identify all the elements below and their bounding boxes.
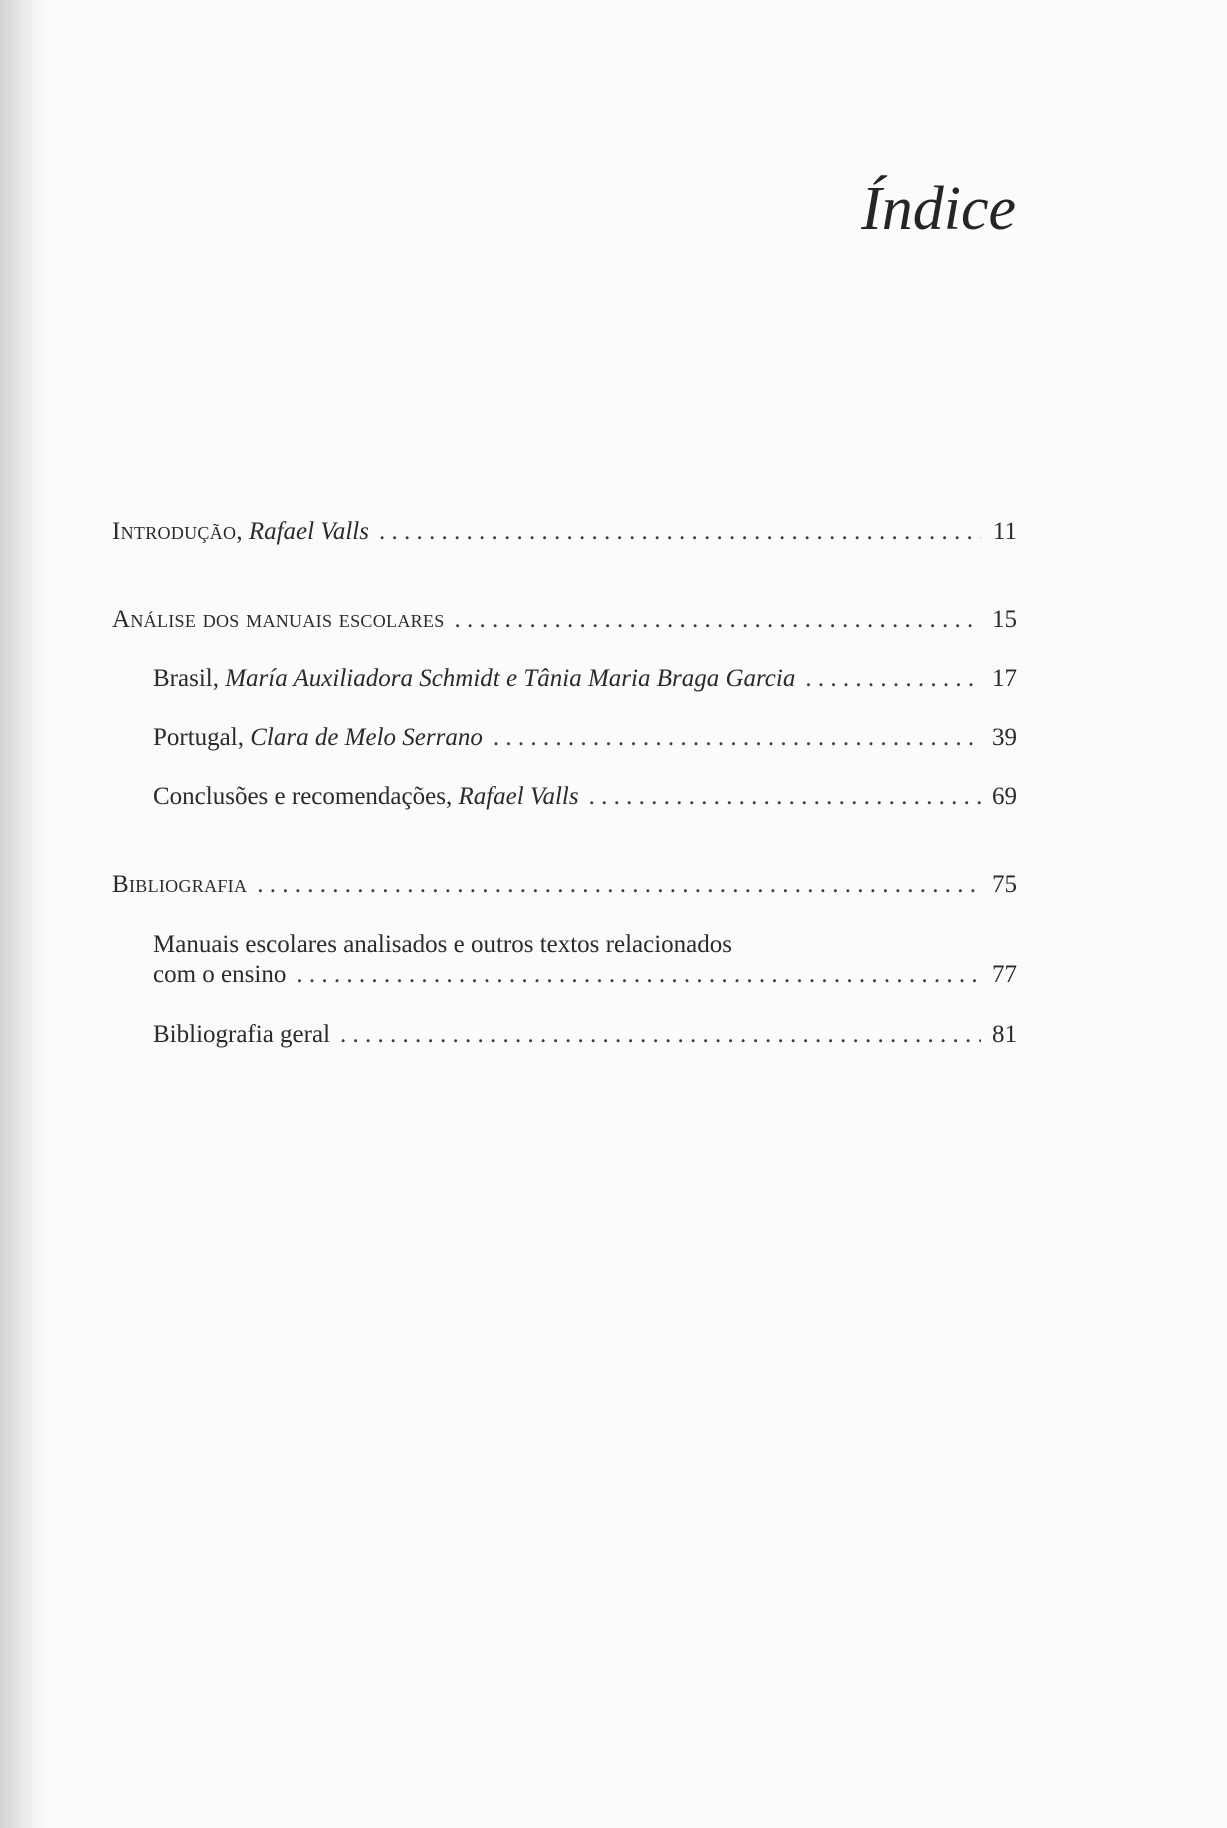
toc-separator: , xyxy=(236,518,249,545)
toc-entry-label xyxy=(112,519,369,544)
toc-entry-bibliografia-geral[interactable] xyxy=(153,1022,1017,1047)
toc-subsection-name: Conclusões e recomendações, xyxy=(153,783,459,810)
page-title: Índice xyxy=(861,175,1016,243)
toc-page-number: 69 xyxy=(992,783,1017,810)
toc-page-number: 17 xyxy=(992,665,1017,692)
dot-leader xyxy=(340,1022,981,1047)
dot-leader xyxy=(455,607,981,632)
toc-entry-analise[interactable] xyxy=(112,607,1017,632)
toc-subsection-name: Portugal, xyxy=(153,724,251,751)
toc-entry-introducao[interactable] xyxy=(112,519,1017,544)
toc-page-number: 81 xyxy=(992,1021,1017,1048)
dot-leader xyxy=(379,519,981,544)
toc-entry-bibliografia[interactable] xyxy=(112,872,1017,897)
dot-leader xyxy=(589,784,981,809)
toc-entry-portugal[interactable] xyxy=(153,725,1017,750)
toc-page-number: 77 xyxy=(992,961,1017,988)
toc-section-name: Análise dos manuais escolares xyxy=(112,606,445,633)
dot-leader xyxy=(805,666,981,691)
toc-subsection-name: Brasil, xyxy=(153,665,226,692)
toc-page-number: 39 xyxy=(992,724,1017,751)
toc-author: Clara de Melo Serrano xyxy=(250,724,483,751)
dot-leader xyxy=(493,725,981,750)
toc-subsection-name: com o ensino xyxy=(153,961,287,988)
toc-entry-manuais-line1: Manuais escolares analisados e outros textos relacionados xyxy=(153,931,732,958)
toc-page-number: 75 xyxy=(992,871,1017,898)
toc-entry-label xyxy=(153,784,579,809)
toc-entry-manuais[interactable] xyxy=(153,962,1017,987)
toc-author: Rafael Valls xyxy=(248,518,369,545)
toc-author: María Auxiliadora Schmidt e Tânia Maria Braga Garcia xyxy=(225,665,796,692)
toc-subsection-name: Bibliografia geral xyxy=(153,1021,331,1048)
toc-section-name: Introdução xyxy=(112,518,237,545)
toc-entry-conclusoes[interactable] xyxy=(153,784,1017,809)
dot-leader xyxy=(257,872,981,897)
toc-author: Rafael Valls xyxy=(458,783,579,810)
toc-page-number: 11 xyxy=(992,518,1017,545)
toc-page-number: 15 xyxy=(992,606,1017,633)
toc-entry-label xyxy=(153,725,483,750)
toc-entry-brasil[interactable] xyxy=(153,666,1017,691)
toc-entry-label xyxy=(153,666,795,691)
toc-section-name: Bibliografia xyxy=(112,871,248,898)
dot-leader xyxy=(296,962,981,987)
